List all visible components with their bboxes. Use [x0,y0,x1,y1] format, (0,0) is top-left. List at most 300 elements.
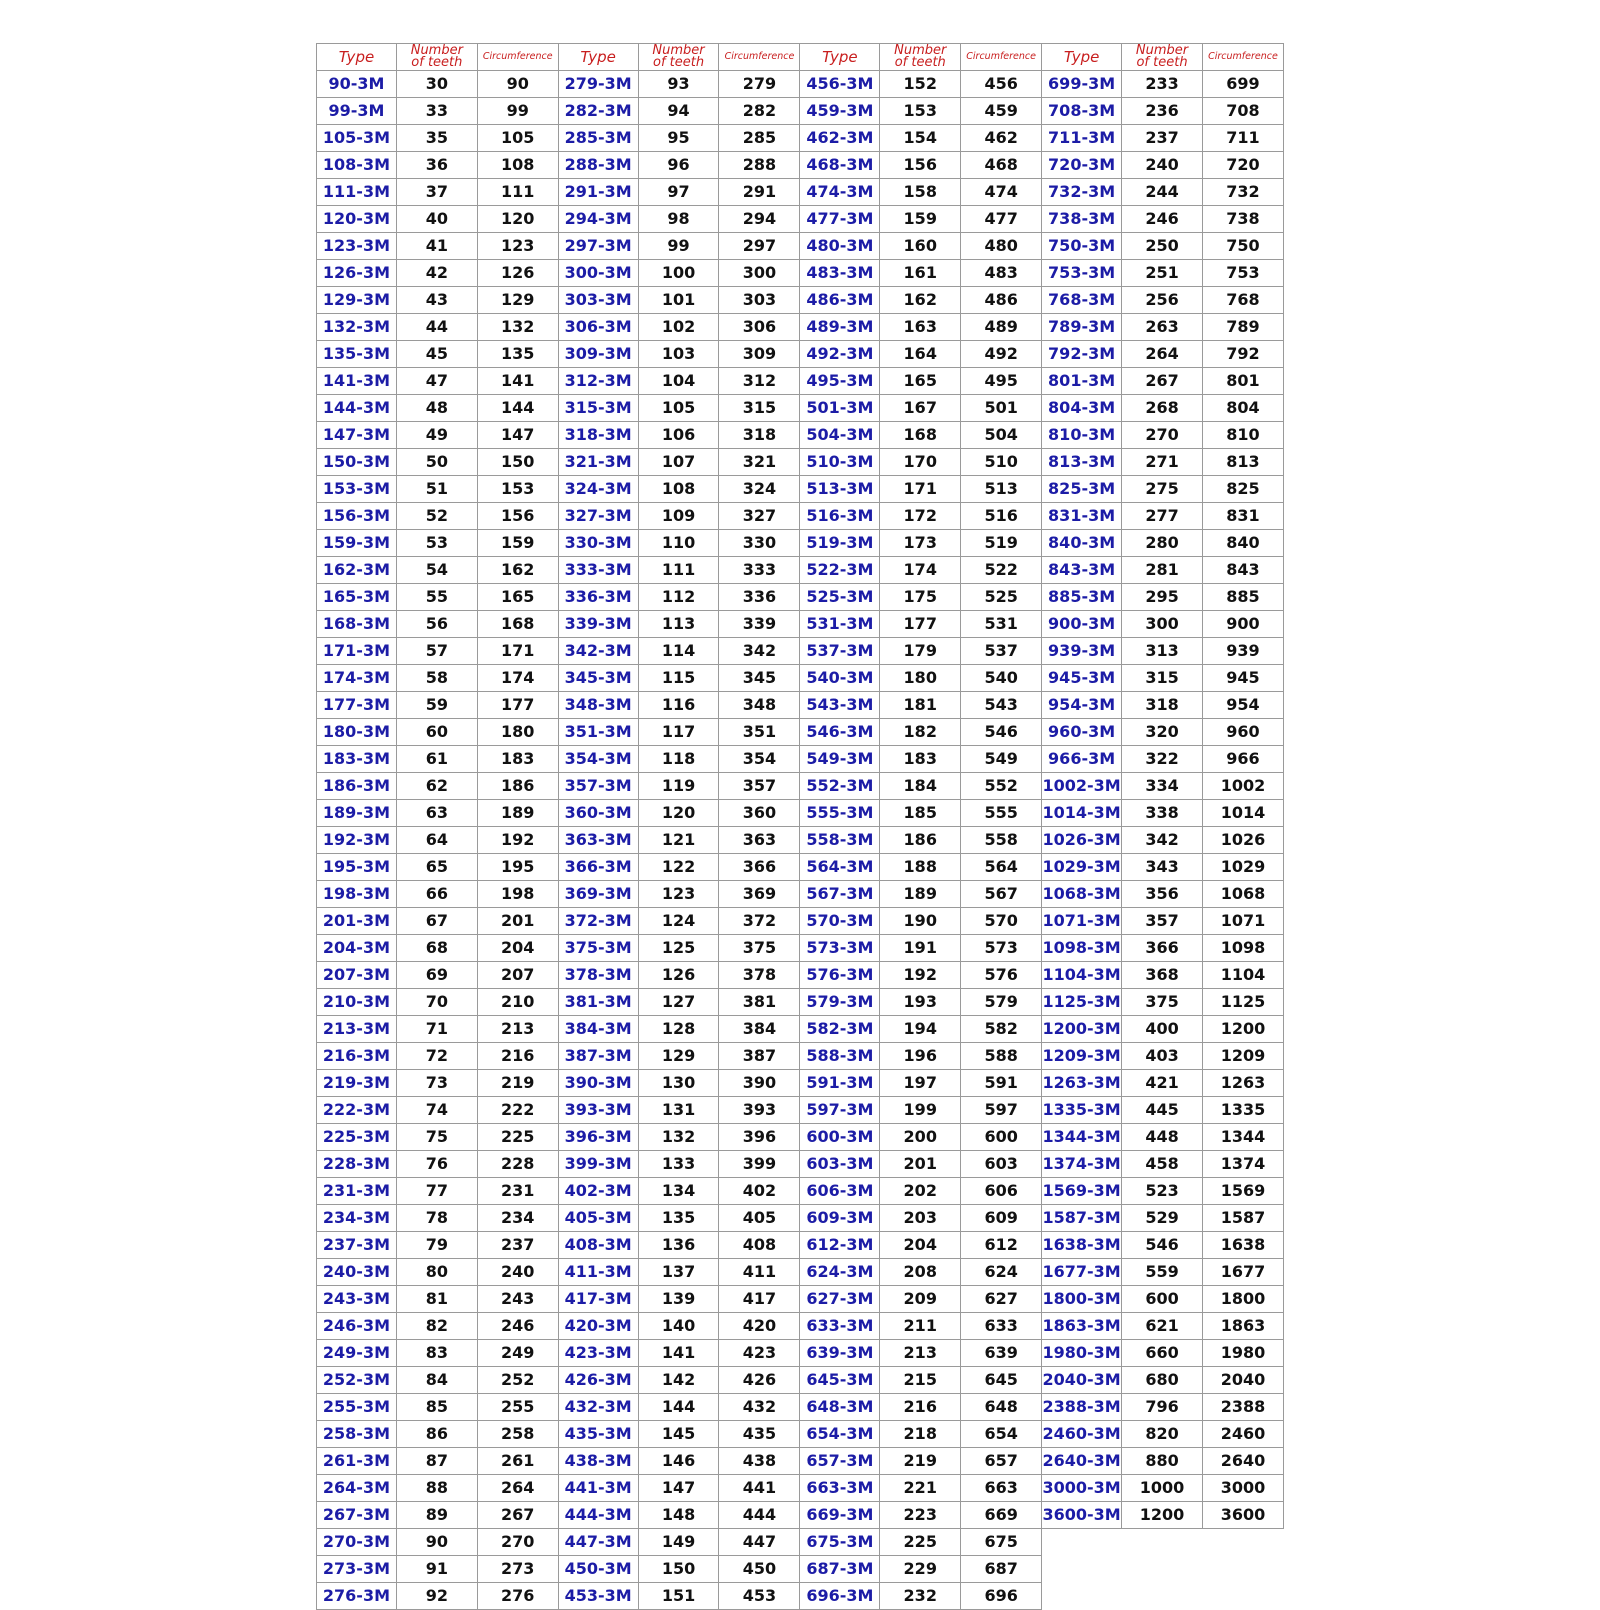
header-circumference: Circumference [719,44,800,71]
circumference-cell: 258 [477,1421,558,1448]
circumference-cell: 303 [719,287,800,314]
teeth-cell: 62 [396,773,477,800]
teeth-cell: 154 [880,125,961,152]
circumference-cell: 1200 [1202,1016,1283,1043]
teeth-cell: 56 [396,611,477,638]
type-cell: 687-3M [800,1556,880,1583]
circumference-cell: 120 [477,206,558,233]
teeth-cell: 43 [396,287,477,314]
type-cell: 90-3M [317,71,397,98]
header-teeth-line2: of teeth [894,55,946,70]
circumference-cell: 939 [1202,638,1283,665]
type-cell: 192-3M [317,827,397,854]
teeth-cell: 78 [396,1205,477,1232]
teeth-cell: 87 [396,1448,477,1475]
circumference-cell: 720 [1202,152,1283,179]
circumference-cell: 336 [719,584,800,611]
circumference-cell: 2040 [1202,1367,1283,1394]
teeth-cell: 59 [396,692,477,719]
teeth-cell: 236 [1122,98,1203,125]
circumference-cell: 243 [477,1286,558,1313]
circumference-cell: 333 [719,557,800,584]
teeth-cell: 131 [638,1097,719,1124]
circumference-cell: 348 [719,692,800,719]
empty-cell [1042,1529,1284,1556]
circumference-cell: 402 [719,1178,800,1205]
circumference-cell: 438 [719,1448,800,1475]
circumference-cell: 393 [719,1097,800,1124]
type-cell: 504-3M [800,422,880,449]
circumference-cell: 423 [719,1340,800,1367]
teeth-cell: 211 [880,1313,961,1340]
type-cell: 543-3M [800,692,880,719]
type-cell: 183-3M [317,746,397,773]
type-cell: 255-3M [317,1394,397,1421]
type-cell: 399-3M [558,1151,638,1178]
header-circumference: Circumference [1202,44,1283,71]
teeth-cell: 99 [638,233,719,260]
teeth-cell: 164 [880,341,961,368]
circumference-cell: 1263 [1202,1070,1283,1097]
table-row [317,260,1284,287]
teeth-cell: 69 [396,962,477,989]
type-cell: 447-3M [558,1529,638,1556]
type-cell: 186-3M [317,773,397,800]
type-cell: 3000-3M [1042,1475,1122,1502]
circumference-cell: 1863 [1202,1313,1283,1340]
circumference-cell: 1002 [1202,773,1283,800]
teeth-cell: 192 [880,962,961,989]
teeth-cell: 71 [396,1016,477,1043]
type-cell: 1209-3M [1042,1043,1122,1070]
header-type: Type [800,44,880,71]
circumference-cell: 396 [719,1124,800,1151]
teeth-cell: 400 [1122,1016,1203,1043]
teeth-cell: 57 [396,638,477,665]
teeth-cell: 445 [1122,1097,1203,1124]
type-cell: 804-3M [1042,395,1122,422]
type-cell: 150-3M [317,449,397,476]
teeth-cell: 177 [880,611,961,638]
circumference-cell: 159 [477,530,558,557]
circumference-cell: 246 [477,1313,558,1340]
header-type: Type [317,44,397,71]
type-cell: 540-3M [800,665,880,692]
type-cell: 600-3M [800,1124,880,1151]
header-number-of-teeth [1122,44,1203,71]
type-cell: 576-3M [800,962,880,989]
circumference-cell: 1980 [1202,1340,1283,1367]
teeth-cell: 159 [880,206,961,233]
teeth-cell: 90 [396,1529,477,1556]
circumference-cell: 831 [1202,503,1283,530]
teeth-cell: 295 [1122,584,1203,611]
table-row [317,1475,1284,1502]
type-cell: 348-3M [558,692,638,719]
circumference-cell: 1677 [1202,1259,1283,1286]
table-row [317,854,1284,881]
circumference-cell: 654 [961,1421,1042,1448]
circumference-cell: 768 [1202,287,1283,314]
circumference-cell: 603 [961,1151,1042,1178]
circumference-cell: 555 [961,800,1042,827]
table-row [317,1205,1284,1232]
teeth-cell: 144 [638,1394,719,1421]
teeth-cell: 145 [638,1421,719,1448]
type-cell: 318-3M [558,422,638,449]
circumference-cell: 789 [1202,314,1283,341]
teeth-cell: 233 [1122,71,1203,98]
circumference-cell: 123 [477,233,558,260]
teeth-cell: 264 [1122,341,1203,368]
type-cell: 720-3M [1042,152,1122,179]
circumference-cell: 645 [961,1367,1042,1394]
table-row [317,773,1284,800]
type-cell: 456-3M [800,71,880,98]
circumference-cell: 3000 [1202,1475,1283,1502]
circumference-cell: 372 [719,908,800,935]
circumference-cell: 489 [961,314,1042,341]
teeth-cell: 100 [638,260,719,287]
circumference-cell: 753 [1202,260,1283,287]
type-cell: 801-3M [1042,368,1122,395]
teeth-cell: 122 [638,854,719,881]
type-cell: 444-3M [558,1502,638,1529]
table-row [317,449,1284,476]
circumference-cell: 576 [961,962,1042,989]
teeth-cell: 158 [880,179,961,206]
teeth-cell: 151 [638,1583,719,1610]
type-cell: 2640-3M [1042,1448,1122,1475]
type-cell: 111-3M [317,179,397,206]
type-cell: 810-3M [1042,422,1122,449]
type-cell: 417-3M [558,1286,638,1313]
teeth-cell: 60 [396,719,477,746]
circumference-cell: 663 [961,1475,1042,1502]
type-cell: 231-3M [317,1178,397,1205]
circumference-cell: 522 [961,557,1042,584]
teeth-cell: 196 [880,1043,961,1070]
table-row [317,1529,1284,1556]
teeth-cell: 115 [638,665,719,692]
circumference-cell: 171 [477,638,558,665]
circumference-cell: 1014 [1202,800,1283,827]
type-cell: 321-3M [558,449,638,476]
teeth-cell: 105 [638,395,719,422]
teeth-cell: 421 [1122,1070,1203,1097]
teeth-cell: 98 [638,206,719,233]
teeth-cell: 156 [880,152,961,179]
table-row [317,152,1284,179]
teeth-cell: 54 [396,557,477,584]
teeth-cell: 116 [638,692,719,719]
type-cell: 333-3M [558,557,638,584]
teeth-cell: 67 [396,908,477,935]
table-row [317,827,1284,854]
type-cell: 405-3M [558,1205,638,1232]
type-cell: 252-3M [317,1367,397,1394]
circumference-cell: 1098 [1202,935,1283,962]
type-cell: 768-3M [1042,287,1122,314]
type-cell: 591-3M [800,1070,880,1097]
teeth-cell: 111 [638,557,719,584]
type-cell: 189-3M [317,800,397,827]
teeth-cell: 130 [638,1070,719,1097]
teeth-cell: 141 [638,1340,719,1367]
table-row [317,1124,1284,1151]
teeth-cell: 357 [1122,908,1203,935]
type-cell: 315-3M [558,395,638,422]
circumference-cell: 426 [719,1367,800,1394]
teeth-cell: 180 [880,665,961,692]
circumference-cell: 282 [719,98,800,125]
teeth-cell: 219 [880,1448,961,1475]
teeth-cell: 342 [1122,827,1203,854]
type-cell: 126-3M [317,260,397,287]
teeth-cell: 448 [1122,1124,1203,1151]
teeth-cell: 33 [396,98,477,125]
table-row [317,746,1284,773]
circumference-cell: 669 [961,1502,1042,1529]
type-cell: 1335-3M [1042,1097,1122,1124]
type-cell: 627-3M [800,1286,880,1313]
circumference-cell: 228 [477,1151,558,1178]
type-cell: 390-3M [558,1070,638,1097]
table-row [317,1448,1284,1475]
circumference-cell: 111 [477,179,558,206]
type-cell: 570-3M [800,908,880,935]
teeth-cell: 221 [880,1475,961,1502]
teeth-cell: 191 [880,935,961,962]
circumference-cell: 885 [1202,584,1283,611]
type-cell: 489-3M [800,314,880,341]
table-row [317,1556,1284,1583]
type-cell: 645-3M [800,1367,880,1394]
circumference-cell: 1104 [1202,962,1283,989]
type-cell: 750-3M [1042,233,1122,260]
table-row [317,422,1284,449]
belt-size-table [316,43,1284,1610]
type-cell: 213-3M [317,1016,397,1043]
teeth-cell: 108 [638,476,719,503]
type-cell: 243-3M [317,1286,397,1313]
circumference-cell: 231 [477,1178,558,1205]
type-cell: 2040-3M [1042,1367,1122,1394]
circumference-cell: 381 [719,989,800,1016]
circumference-cell: 135 [477,341,558,368]
circumference-cell: 543 [961,692,1042,719]
teeth-cell: 1000 [1122,1475,1203,1502]
type-cell: 945-3M [1042,665,1122,692]
header-teeth-line1: Number [894,43,947,58]
type-cell: 441-3M [558,1475,638,1502]
type-cell: 129-3M [317,287,397,314]
teeth-cell: 134 [638,1178,719,1205]
type-cell: 1587-3M [1042,1205,1122,1232]
circumference-cell: 375 [719,935,800,962]
type-cell: 501-3M [800,395,880,422]
teeth-cell: 183 [880,746,961,773]
teeth-cell: 256 [1122,287,1203,314]
teeth-cell: 47 [396,368,477,395]
type-cell: 1374-3M [1042,1151,1122,1178]
circumference-cell: 633 [961,1313,1042,1340]
teeth-cell: 171 [880,476,961,503]
teeth-cell: 600 [1122,1286,1203,1313]
type-cell: 426-3M [558,1367,638,1394]
type-cell: 483-3M [800,260,880,287]
type-cell: 843-3M [1042,557,1122,584]
type-cell: 477-3M [800,206,880,233]
circumference-cell: 696 [961,1583,1042,1610]
circumference-cell: 441 [719,1475,800,1502]
type-cell: 1263-3M [1042,1070,1122,1097]
type-cell: 885-3M [1042,584,1122,611]
type-cell: 279-3M [558,71,638,98]
teeth-cell: 315 [1122,665,1203,692]
teeth-cell: 244 [1122,179,1203,206]
circumference-cell: 417 [719,1286,800,1313]
teeth-cell: 41 [396,233,477,260]
type-cell: 168-3M [317,611,397,638]
type-cell: 219-3M [317,1070,397,1097]
type-cell: 462-3M [800,125,880,152]
type-cell: 546-3M [800,719,880,746]
circumference-cell: 141 [477,368,558,395]
teeth-cell: 375 [1122,989,1203,1016]
circumference-cell: 840 [1202,530,1283,557]
circumference-cell: 210 [477,989,558,1016]
type-cell: 210-3M [317,989,397,1016]
teeth-cell: 88 [396,1475,477,1502]
type-cell: 99-3M [317,98,397,125]
table-row [317,476,1284,503]
circumference-cell: 606 [961,1178,1042,1205]
circumference-cell: 369 [719,881,800,908]
teeth-cell: 68 [396,935,477,962]
teeth-cell: 127 [638,989,719,1016]
type-cell: 603-3M [800,1151,880,1178]
table-row [317,368,1284,395]
teeth-cell: 142 [638,1367,719,1394]
circumference-cell: 285 [719,125,800,152]
circumference-cell: 510 [961,449,1042,476]
circumference-cell: 1029 [1202,854,1283,881]
circumference-cell: 1638 [1202,1232,1283,1259]
type-cell: 288-3M [558,152,638,179]
teeth-cell: 44 [396,314,477,341]
type-cell: 813-3M [1042,449,1122,476]
type-cell: 234-3M [317,1205,397,1232]
teeth-cell: 200 [880,1124,961,1151]
table-row [317,800,1284,827]
type-cell: 597-3M [800,1097,880,1124]
teeth-cell: 300 [1122,611,1203,638]
circumference-cell: 1374 [1202,1151,1283,1178]
circumference-cell: 477 [961,206,1042,233]
type-cell: 840-3M [1042,530,1122,557]
teeth-cell: 107 [638,449,719,476]
teeth-cell: 201 [880,1151,961,1178]
circumference-cell: 165 [477,584,558,611]
teeth-cell: 203 [880,1205,961,1232]
type-cell: 432-3M [558,1394,638,1421]
type-cell: 375-3M [558,935,638,962]
circumference-cell: 537 [961,638,1042,665]
teeth-cell: 52 [396,503,477,530]
type-cell: 276-3M [317,1583,397,1610]
teeth-cell: 86 [396,1421,477,1448]
teeth-cell: 240 [1122,152,1203,179]
type-cell: 108-3M [317,152,397,179]
table-body [317,71,1284,1610]
type-cell: 153-3M [317,476,397,503]
circumference-cell: 384 [719,1016,800,1043]
type-cell: 120-3M [317,206,397,233]
type-cell: 387-3M [558,1043,638,1070]
teeth-cell: 152 [880,71,961,98]
circumference-cell: 297 [719,233,800,260]
circumference-cell: 456 [961,71,1042,98]
type-cell: 1029-3M [1042,854,1122,881]
type-cell: 144-3M [317,395,397,422]
circumference-cell: 2640 [1202,1448,1283,1475]
type-cell: 492-3M [800,341,880,368]
type-cell: 228-3M [317,1151,397,1178]
circumference-cell: 1125 [1202,989,1283,1016]
teeth-cell: 270 [1122,422,1203,449]
type-cell: 579-3M [800,989,880,1016]
table-row [317,179,1284,206]
type-cell: 267-3M [317,1502,397,1529]
circumference-cell: 318 [719,422,800,449]
table-row [317,611,1284,638]
circumference-cell: 483 [961,260,1042,287]
circumference-cell: 366 [719,854,800,881]
circumference-cell: 588 [961,1043,1042,1070]
circumference-cell: 291 [719,179,800,206]
circumference-cell: 294 [719,206,800,233]
table-row [317,935,1284,962]
teeth-cell: 83 [396,1340,477,1367]
circumference-cell: 1800 [1202,1286,1283,1313]
type-cell: 237-3M [317,1232,397,1259]
type-cell: 513-3M [800,476,880,503]
teeth-cell: 65 [396,854,477,881]
teeth-cell: 216 [880,1394,961,1421]
circumference-cell: 600 [961,1124,1042,1151]
type-cell: 342-3M [558,638,638,665]
type-cell: 372-3M [558,908,638,935]
circumference-cell: 324 [719,476,800,503]
type-cell: 435-3M [558,1421,638,1448]
type-cell: 1125-3M [1042,989,1122,1016]
table-row [317,1340,1284,1367]
teeth-cell: 186 [880,827,961,854]
teeth-cell: 75 [396,1124,477,1151]
circumference-cell: 459 [961,98,1042,125]
teeth-cell: 820 [1122,1421,1203,1448]
type-cell: 204-3M [317,935,397,962]
type-cell: 3600-3M [1042,1502,1122,1529]
circumference-cell: 1071 [1202,908,1283,935]
type-cell: 792-3M [1042,341,1122,368]
teeth-cell: 36 [396,152,477,179]
type-cell: 753-3M [1042,260,1122,287]
circumference-cell: 804 [1202,395,1283,422]
teeth-cell: 139 [638,1286,719,1313]
type-cell: 438-3M [558,1448,638,1475]
